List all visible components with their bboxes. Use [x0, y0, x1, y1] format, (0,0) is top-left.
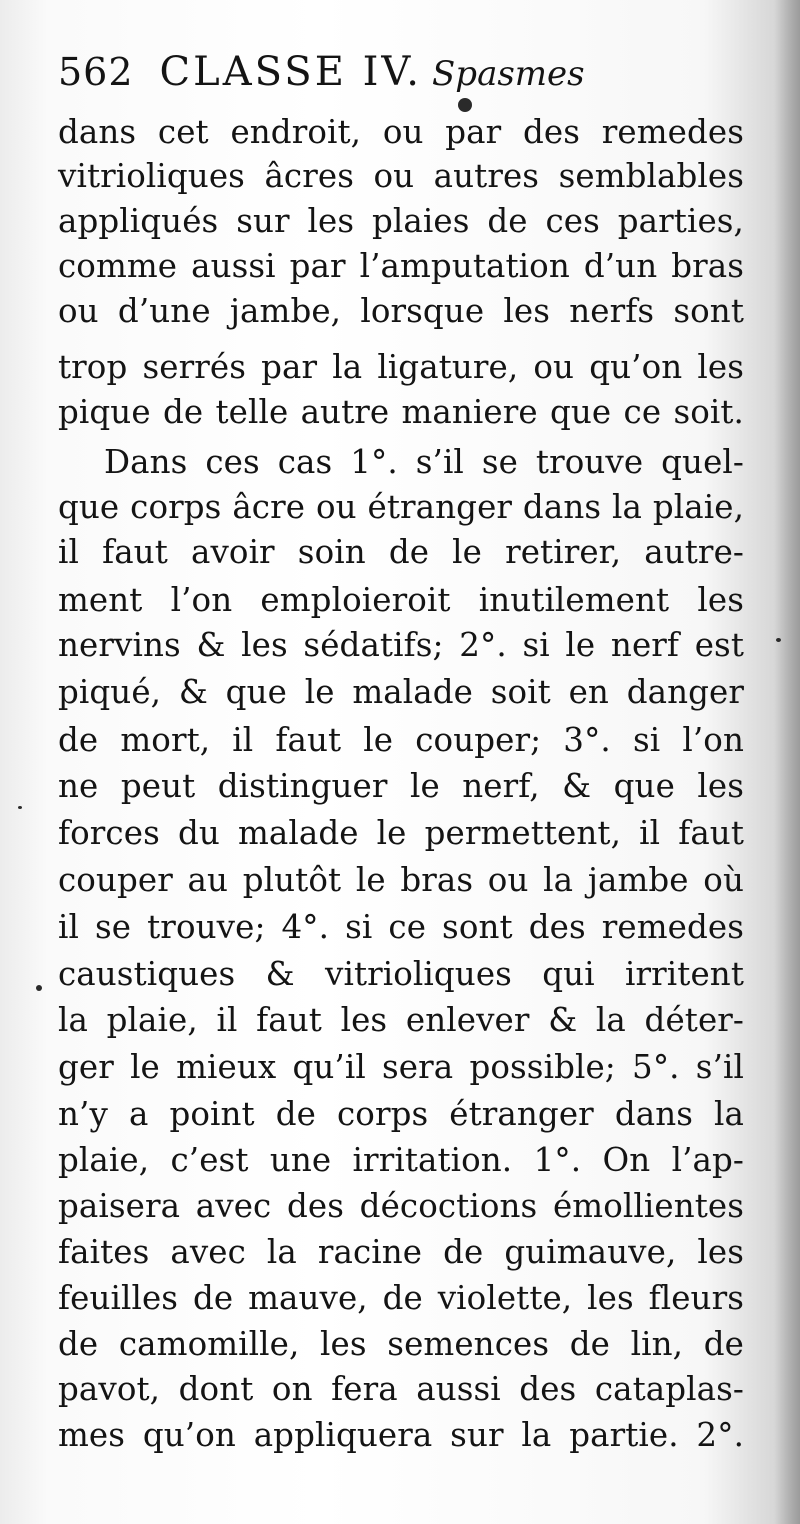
text-line: trop serrés par la ligature, ou qu’on les	[58, 348, 744, 386]
page-edge-shadow	[774, 0, 800, 1524]
text-line: il faut avoir soin de le retirer, autre-	[58, 533, 744, 571]
text-line: ment l’on emploieroit inutilement les	[58, 581, 744, 619]
ink-speck	[18, 806, 22, 809]
ink-blot	[458, 98, 472, 112]
text-line: couper au plutôt le bras ou la jambe où	[58, 861, 744, 899]
text-line: comme aussi par l’amputation d’un bras	[58, 247, 744, 285]
text-line: forces du malade le permettent, il faut	[58, 814, 744, 852]
text-line: pique de telle autre maniere que ce soit.	[58, 393, 744, 431]
text-line: paisera avec des décoctions émollientes	[58, 1187, 744, 1225]
text-line: pavot, dont on fera aussi des cataplas-	[58, 1370, 744, 1408]
text-line: plaie, c’est une irritation. 1°. On l’ap-	[58, 1141, 744, 1179]
ink-speck	[36, 985, 42, 991]
text-line: ger le mieux qu’il sera possible; 5°. s’il	[58, 1048, 744, 1086]
text-line: mes qu’on appliquera sur la partie. 2°.	[58, 1416, 744, 1454]
text-line: caustiques & vitrioliques qui irritent	[58, 955, 744, 993]
text-line: la plaie, il faut les enlever & la déter-	[58, 1001, 744, 1039]
ink-speck	[776, 638, 781, 642]
page-number: 562	[58, 50, 134, 94]
text-line: n’y a point de corps étranger dans la	[58, 1095, 744, 1133]
text-line: appliqués sur les plaies de ces parties,	[58, 202, 744, 240]
text-line: feuilles de mauve, de violette, les fleurs	[58, 1279, 744, 1317]
running-header	[58, 42, 758, 102]
text-line: dans cet endroit, ou par des remedes	[58, 113, 744, 151]
text-line: de mort, il faut le couper; 3°. si l’on	[58, 721, 744, 759]
section-title: Spasmes	[432, 54, 585, 94]
text-line: faites avec la racine de guimauve, les	[58, 1233, 744, 1271]
paragraph-first-line: Dans ces cas 1°. s’il se trouve quel-	[104, 443, 744, 481]
class-heading: CLASSE IV.	[159, 49, 423, 95]
text-line: que corps âcre ou étranger dans la plaie,	[58, 488, 744, 526]
text-line: il se trouve; 4°. si ce sont des remedes	[58, 908, 744, 946]
text-line: piqué, & que le malade soit en danger	[58, 673, 744, 711]
text-line: de camomille, les semences de lin, de	[58, 1325, 744, 1363]
text-line: ne peut distinguer le nerf, & que les	[58, 767, 744, 805]
text-line: ou d’une jambe, lorsque les nerfs sont	[58, 292, 744, 330]
text-line: vitrioliques âcres ou autres semblables	[58, 157, 744, 195]
text-line: nervins & les sédatifs; 2°. si le nerf est	[58, 626, 744, 664]
